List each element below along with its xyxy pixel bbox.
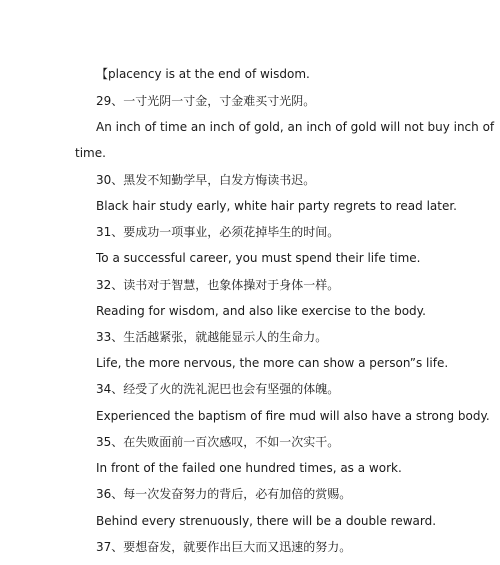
text-line: 34、经受了火的洗礼泥巴也会有坚强的体魄。 xyxy=(96,382,340,396)
text-line: 36、每一次发奋努力的背后，必有加倍的赏赐。 xyxy=(96,487,352,501)
text-line: Reading for wisdom, and also like exercise to the body. xyxy=(96,304,426,318)
text-line: 33、生活越紧张，就越能显示人的生命力。 xyxy=(96,330,328,344)
text-line: 35、在失败面前一百次感叹，不如一次实干。 xyxy=(96,435,340,449)
text-line: 37、要想奋发，就要作出巨大而又迅速的努力。 xyxy=(96,540,352,554)
text-line: 29、一寸光阴一寸金，寸金难买寸光阴。 xyxy=(96,94,316,108)
text-line: Life, the more nervous, the more can show a person”s life. xyxy=(96,356,449,370)
text-line: Experienced the baptism of fire mud will also have a strong body. xyxy=(96,409,490,423)
text-line: In front of the failed one hundred times, as a work. xyxy=(96,461,402,475)
text-line: To a successful career, you must spend their life time. xyxy=(96,251,421,265)
text-line: 32、读书对于智慧，也象体操对于身体一样。 xyxy=(96,278,340,292)
text-line: 31、要成功一项事业，必须花掉毕生的时间。 xyxy=(96,225,340,239)
text-line: Behind every strenuously, there will be a double reward. xyxy=(96,514,437,528)
text-line: An inch of time an inch of gold, an inch of gold will not buy inch of xyxy=(96,120,495,134)
text-line: time. xyxy=(75,146,106,160)
text-line: Black hair study early, white hair party regrets to read later. xyxy=(96,199,457,213)
text-line: 【placency is at the end of wisdom. xyxy=(96,67,310,81)
text-line: 30、黑发不知勤学早，白发方悔读书迟。 xyxy=(96,173,316,187)
